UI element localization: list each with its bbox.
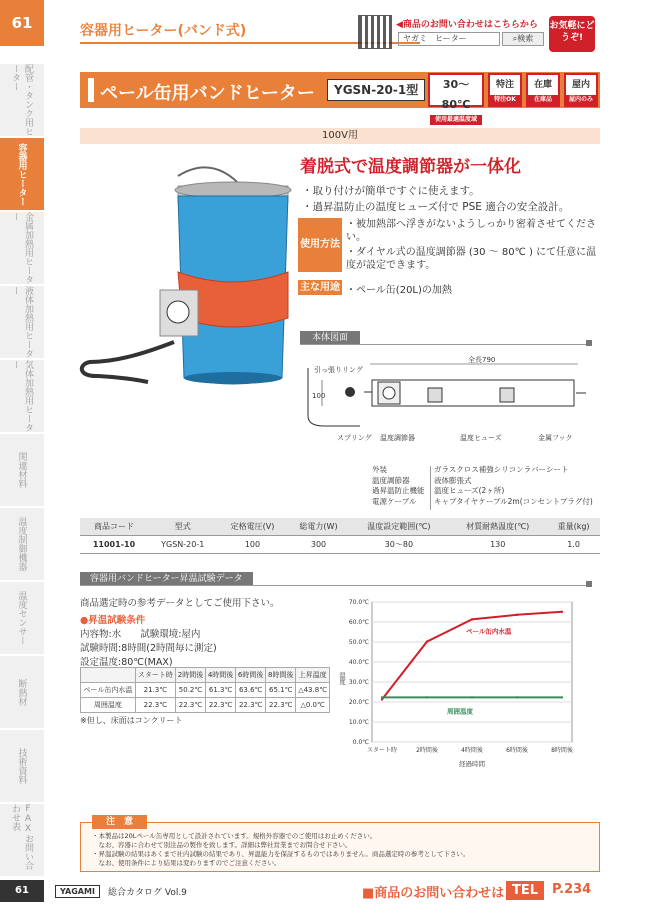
table-header-cell: 重量(kg) [547, 518, 600, 536]
sidebar-tab[interactable]: 容器用ヒーター [0, 138, 44, 210]
spec-row [372, 465, 602, 476]
table-cell: 11001-10 [80, 536, 148, 554]
main-use-label: 主な用途 [300, 282, 340, 293]
notes-list [92, 832, 592, 868]
data-point [561, 696, 563, 698]
test-cell: 63.6℃ [236, 683, 266, 698]
search-notice [396, 17, 538, 30]
test-cell: 61.3℃ [206, 683, 236, 698]
notes-header: 注 意 [92, 815, 147, 829]
search-box[interactable] [398, 32, 500, 46]
test-footnote: ※但し、床面はコンクリート [80, 716, 183, 725]
footer-brand: YAGAMI [55, 885, 100, 898]
test-row [81, 698, 330, 713]
y-tick-label: 50.0℃ [348, 639, 369, 646]
dim-total-length: 全長790 [468, 356, 496, 364]
table-header-cell: 定格電圧(V) [217, 518, 287, 536]
sidebar-tab[interactable]: 断熱材 [0, 656, 44, 728]
search-icon: ⌕ [512, 34, 518, 43]
table-header-cell: 型式 [148, 518, 217, 536]
sidebar-tab[interactable]: 気体加熱用ヒーター [0, 360, 44, 432]
badge [564, 73, 598, 107]
test-cell: 22.3℃ [175, 698, 205, 713]
table-cell: 100 [217, 536, 287, 554]
y-tick-label: 10.0℃ [348, 719, 369, 726]
x-tick-label: 4時間後 [461, 747, 483, 754]
usage-2: ・ダイヤル式の温度調節器 (30 〜 80℃ ) にて任意に温度が設定できます。 [346, 247, 597, 271]
spec-value: 温度ヒューズ(2ヶ所) [434, 486, 505, 495]
note-line: ・本製品は20Lペール缶専用として設計されています。規格外容器でのご使用はお止めください。 [92, 832, 377, 840]
test-cell: 21.3℃ [135, 683, 175, 698]
dim-height: 100 [312, 392, 326, 400]
data-point [516, 696, 518, 698]
table-cell: 130 [448, 536, 547, 554]
spec-row [372, 476, 602, 487]
test-header-cell: 2時間後 [175, 668, 205, 683]
badge [428, 73, 484, 123]
label-hook: 金属フック [538, 434, 573, 442]
test-cell: 22.3℃ [266, 698, 296, 713]
sidebar-tab[interactable]: FAXお問い合わせ表 [0, 804, 44, 876]
spec-key: 過昇温防止機能 [372, 486, 425, 495]
usage-label: 使用方法 [298, 218, 342, 272]
spec-value: 液体膨張式 [434, 475, 472, 485]
data-point [561, 611, 563, 613]
test-cell: 50.2℃ [175, 683, 205, 698]
series-label: ペール缶内水温 [466, 627, 512, 636]
series-line [382, 612, 562, 700]
test-intro: 商品選定時の参考データとしてご使用下さい。 [80, 598, 280, 609]
test-cell: △43.8℃ [296, 683, 330, 698]
rule-end-square [586, 340, 592, 346]
test-row [81, 683, 330, 698]
test-cell: 22.3℃ [206, 698, 236, 713]
x-axis-label: 経過時間 [459, 760, 485, 768]
label-pull-ring: 引っ張りリング [314, 366, 363, 374]
data-point [426, 640, 428, 642]
test-header-cell: 4時間後 [206, 668, 236, 683]
label-fuse: 温度ヒューズ [460, 434, 502, 442]
footer-catalog: 総合カタログ Vol.9 [108, 888, 187, 898]
feature-2: ・過昇温防止の温度ヒューズ付で PSE 適合の安全設計。 [302, 201, 570, 213]
test-cond-1: 内容物:水 試験環境:屋内 [80, 629, 201, 640]
sidebar-tab[interactable]: 関連材料 [0, 434, 44, 506]
footer-page: 61 [0, 880, 44, 902]
badge-bottom: 使用最適温度域 [430, 115, 482, 125]
table-header-cell: 商品コード [80, 518, 148, 536]
test-cond-title: ●昇温試験条件 [80, 615, 146, 626]
badge-top: 30〜80℃ [441, 78, 471, 111]
y-tick-label: 60.0℃ [348, 619, 369, 626]
label-spring: スプリング [337, 434, 372, 442]
badge-row [428, 73, 598, 123]
footer-contact: ■商品のお問い合わせは [362, 886, 505, 901]
voltage-bar [80, 128, 600, 144]
note-line: ・昇温試験の結果はあくまで社内試験の結果であり、昇温能力を保証するものではありません。商品選定時の参考として下さい。 [92, 850, 470, 858]
badge [526, 73, 560, 107]
model-box: YGSN-20-1型 [327, 79, 425, 101]
spec-list [372, 465, 602, 507]
x-tick-label: 6時間後 [506, 747, 528, 754]
spec-key: 外装 [372, 465, 387, 474]
note-line: なお、容器に合わせて別注品の製作を致します。詳細は弊社営業までお問合せ下さい。 [92, 841, 352, 849]
test-cell: 22.3℃ [236, 698, 266, 713]
temperature-chart [336, 594, 586, 774]
x-tick-label: 8時間後 [551, 747, 573, 754]
spec-value: キャブタイヤケーブル2m(コンセントプラグ付) [434, 496, 593, 506]
y-tick-label: 40.0℃ [348, 659, 369, 666]
sidebar [0, 64, 48, 880]
search-keyword: ヒーター [435, 34, 467, 43]
sidebar-tab[interactable]: 配管・タンク用ヒーター [0, 64, 44, 136]
x-tick-label: スタート時 [366, 747, 398, 754]
rule-end-square-2 [586, 581, 592, 587]
spec-value: ガラスクロス補強シリコンラバーシート [434, 465, 569, 474]
y-tick-label: 20.0℃ [348, 699, 369, 706]
page-number-block: 61 [0, 0, 44, 46]
data-point [516, 614, 518, 616]
test-cell: 周囲温度 [81, 698, 136, 713]
spec-row [372, 486, 602, 497]
sidebar-tab[interactable]: 温度制御機器 [0, 508, 44, 580]
table-row [80, 536, 600, 554]
badge-top: 特注 [495, 80, 514, 90]
test-header: 容器用バンドヒーター昇温試験データ [80, 572, 253, 586]
table-cell: 300 [288, 536, 350, 554]
test-header-cell: 8時間後 [266, 668, 296, 683]
feature-1: ・取り付けが簡単ですぐに使えます。 [302, 185, 480, 197]
voltage-label: 100V用 [322, 130, 358, 141]
spec-key: 温度調節器 [372, 475, 410, 485]
data-point [471, 618, 473, 620]
main-use: ・ペール缶(20L)の加熱 [346, 285, 452, 296]
badge-bottom: 在庫品 [528, 95, 558, 105]
qr-code[interactable] [358, 15, 392, 49]
y-axis-label: 温度 [338, 672, 346, 685]
badge-top: 屋内 [571, 80, 590, 90]
badge-bottom: 特注OK [490, 95, 520, 105]
badge-top: 在庫 [533, 80, 552, 90]
footer-ref[interactable]: P.234 [552, 882, 592, 897]
data-point [381, 696, 383, 698]
spec-row [372, 497, 602, 508]
chart-frame [372, 602, 572, 742]
table-cell: 1.0 [547, 536, 600, 554]
test-header-rule [80, 585, 590, 586]
headline: 着脱式で温度調節器が一体化 [300, 157, 521, 177]
note-line: なお、使用条件により結果は変わりますのでご注意ください。 [92, 859, 281, 867]
label-thermostat: 温度調節器 [380, 434, 415, 442]
sidebar-tab[interactable]: 温度センサー [0, 582, 44, 654]
test-cell: △0.0℃ [296, 698, 330, 713]
section-title: 容器用ヒーター(バンド式) [80, 23, 247, 39]
product-illustration [78, 152, 296, 402]
search-button-label: 検索 [517, 34, 534, 43]
badge-bottom: 屋内のみ [566, 95, 596, 105]
spec-key: 電源ケーブル [372, 496, 417, 506]
sidebar-tab[interactable]: 技術資料 [0, 730, 44, 802]
test-cell: 65.1℃ [266, 683, 296, 698]
search-brand: ヤガミ [403, 34, 427, 43]
y-tick-label: 30.0℃ [348, 679, 369, 686]
inquiry-bubble: お気軽にどうぞ! [549, 16, 595, 52]
y-tick-label: 0.0℃ [352, 739, 369, 746]
search-notice-text: 商品のお問い合わせはこちらから [402, 20, 538, 30]
test-cond-3: 設定温度:80℃(MAX) [80, 657, 173, 668]
table-header-cell: 温度設定範囲(℃) [349, 518, 448, 536]
data-point [471, 696, 473, 698]
drawing-header: 本体図面 [300, 331, 360, 345]
product-title: ペール缶用バンドヒーター [100, 83, 315, 104]
product-title-accent [88, 78, 94, 102]
footer-tel: TEL [506, 881, 544, 900]
search-button[interactable] [502, 32, 544, 46]
badge [488, 73, 522, 107]
table-header-cell: 総電力(W) [288, 518, 350, 536]
x-tick-label: 2時間後 [416, 747, 438, 754]
table-cell: 30〜80 [349, 536, 448, 554]
series-label: 周囲温度 [447, 707, 473, 716]
data-point [426, 696, 428, 698]
arrow-left-icon: ◀ [396, 20, 403, 30]
test-header-cell [81, 668, 136, 683]
drawing-header-rule [300, 344, 590, 345]
sidebar-tab[interactable]: 金属加熱用ヒーター [0, 212, 44, 284]
test-header-cell: スタート時 [135, 668, 175, 683]
product-table [80, 518, 600, 554]
sidebar-tab[interactable]: 液体加熱用ヒーター [0, 286, 44, 358]
test-cell: 22.3℃ [135, 698, 175, 713]
test-cond-2: 試験時間:8時間(2時間毎に測定) [80, 643, 217, 654]
test-cell: ペール缶内水温 [81, 683, 136, 698]
usage-1: ・被加熱部へ浮きがないようしっかり密着させてください。 [346, 219, 596, 243]
y-tick-label: 70.0℃ [348, 599, 369, 606]
table-cell: YGSN-20-1 [148, 536, 217, 554]
test-header-cell: 6時間後 [236, 668, 266, 683]
table-header-cell: 材質耐熱温度(℃) [448, 518, 547, 536]
test-header-cell: 上昇温度 [296, 668, 330, 683]
test-table [80, 667, 330, 713]
